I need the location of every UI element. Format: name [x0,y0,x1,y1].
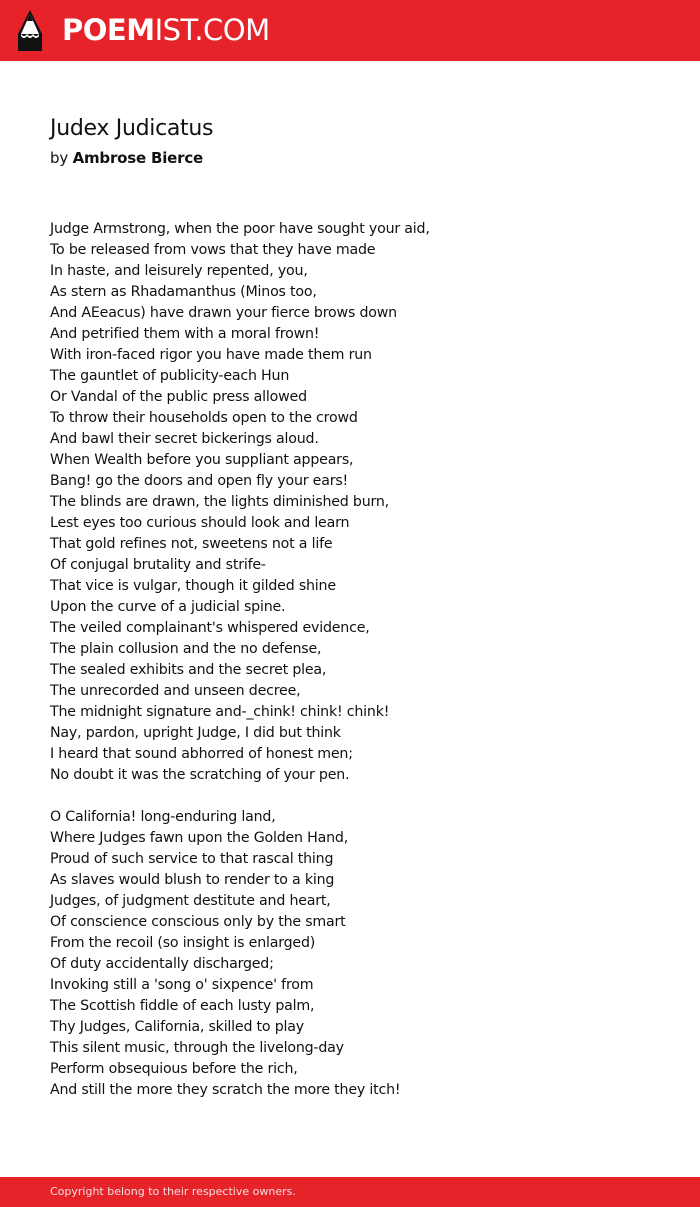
copyright-text: Copyright belong to their respective owners. [50,1185,296,1198]
poem-line: Of conscience conscious only by the smart [50,914,346,930]
by-label: by [50,149,68,167]
brand-bold: POEM [62,13,155,47]
poem-line: The gauntlet of publicity-each Hun [50,368,290,384]
poem-line: The unrecorded and unseen decree, [50,683,301,699]
poem-line: Invoking still a 'song o' sixpence' from [50,977,314,993]
poem-title: Judex Judicatus [50,116,214,141]
poem-line: Judge Armstrong, when the poor have sought your aid, [50,221,430,237]
poem-line: And still the more they scratch the more they itch! [50,1082,401,1098]
poem-line: That vice is vulgar, though it gilded shine [50,578,336,594]
poem-line: To throw their households open to the crowd [50,410,358,426]
pencil-tip-icon[interactable] [17,9,43,52]
poem-line: The plain collusion and the no defense, [50,641,322,657]
byline [50,149,203,167]
poem-stanza [50,219,670,786]
poem-line: O California! long-enduring land, [50,809,276,825]
poem-line: With iron-faced rigor you have made them run [50,347,372,363]
poem-line: In haste, and leisurely repented, you, [50,263,308,279]
poem-line: When Wealth before you suppliant appears, [50,452,354,468]
site-header [0,0,700,61]
poem-line: This silent music, through the livelong-day [50,1040,344,1056]
poem-body [50,219,670,1122]
poem-line: The Scottish fiddle of each lusty palm, [50,998,315,1014]
author-name: Ambrose Bierce [72,149,203,167]
poem-line: Of conjugal brutality and strife- [50,557,266,573]
poem-line: I heard that sound abhorred of honest men; [50,746,353,762]
site-footer [0,1177,700,1207]
poem-line: And petrified them with a moral frown! [50,326,320,342]
poem-line: Bang! go the doors and open fly your ears! [50,473,349,489]
poem-line: The blinds are drawn, the lights diminished burn, [50,494,389,510]
poem-line: Or Vandal of the public press allowed [50,389,307,405]
poem-line: The sealed exhibits and the secret plea, [50,662,327,678]
poem-line: That gold refines not, sweetens not a life [50,536,333,552]
poem-line: And AEeacus) have drawn your fierce brows down [50,305,397,321]
poem-line: Of duty accidentally discharged; [50,956,274,972]
poem-line: The veiled complainant's whispered evidence, [50,620,370,636]
brand-logo-text[interactable] [62,10,270,50]
poem-line: And bawl their secret bickerings aloud. [50,431,319,447]
brand-light: IST.COM [154,13,270,47]
poem-line: No doubt it was the scratching of your pen. [50,767,350,783]
poem-line: Judges, of judgment destitute and heart, [50,893,331,909]
poem-line: To be released from vows that they have made [50,242,376,258]
poem-line: From the recoil (so insight is enlarged) [50,935,316,951]
poem-line: Where Judges fawn upon the Golden Hand, [50,830,349,846]
poem-line: Perform obsequious before the rich, [50,1061,298,1077]
poem-line: As slaves would blush to render to a king [50,872,335,888]
poem-line: The midnight signature and-_chink! chink! chink! [50,704,390,720]
poem-line: Lest eyes too curious should look and learn [50,515,350,531]
poem-line: Upon the curve of a judicial spine. [50,599,286,615]
poem-line: Thy Judges, California, skilled to play [50,1019,304,1035]
poem-line: Proud of such service to that rascal thing [50,851,334,867]
poem-stanza [50,807,670,1101]
poem-line: Nay, pardon, upright Judge, I did but think [50,725,341,741]
poem-line: As stern as Rhadamanthus (Minos too, [50,284,317,300]
